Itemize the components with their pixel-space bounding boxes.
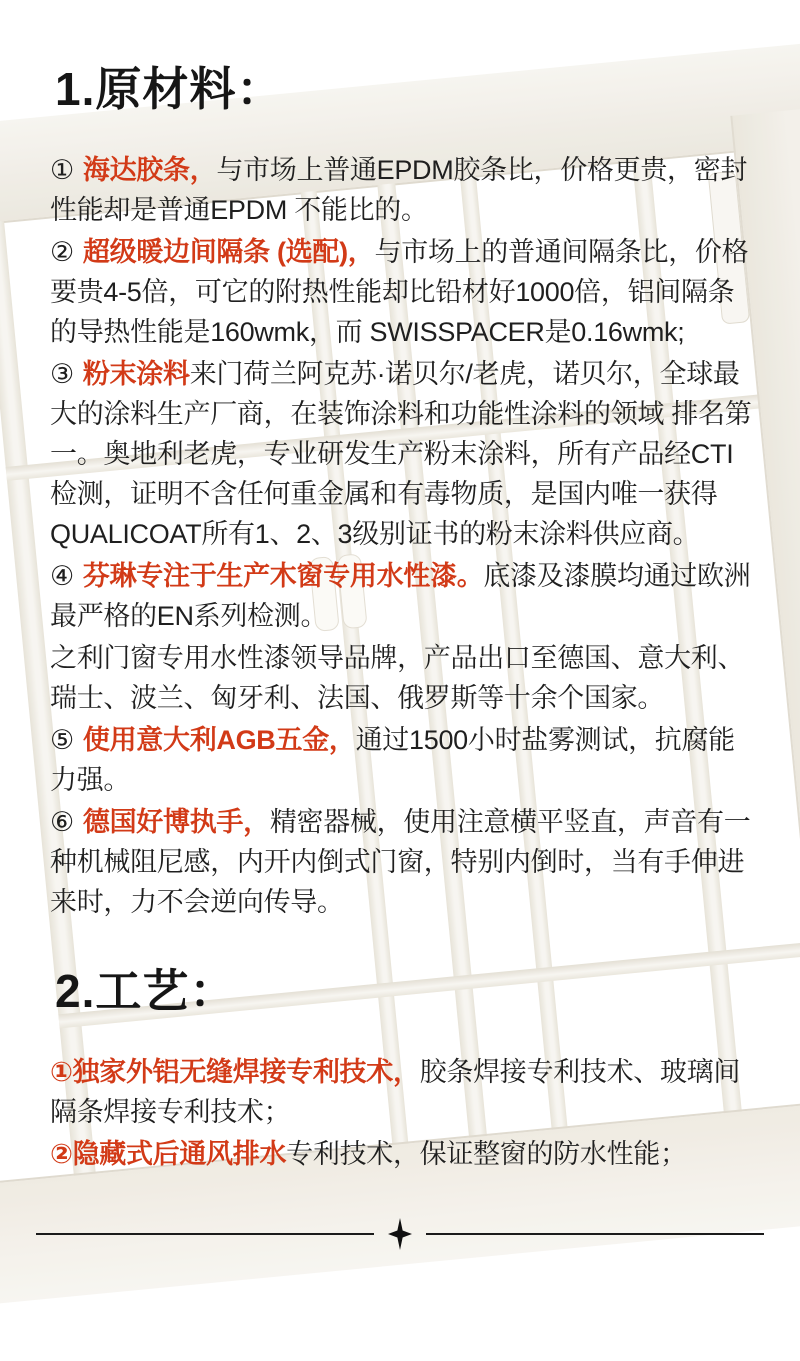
section-1-list xyxy=(50,150,756,922)
item-number: ⑥ xyxy=(50,807,74,837)
divider-line xyxy=(36,1233,374,1235)
item-body: 精密器械，使用注意横平竖直，声音有一种机械阻尼感，内开内倒式门窗，特别内倒时，当有手伸进来时，力不会逆向传导。 xyxy=(50,807,751,917)
four-pointed-diamond-icon xyxy=(388,1218,412,1250)
list-item xyxy=(50,638,756,718)
list-item xyxy=(50,1052,756,1132)
item-number: ④ xyxy=(50,561,74,591)
item-body: 专利技术，保证整窗的防水性能； xyxy=(286,1139,687,1169)
item-number: ① xyxy=(50,155,74,185)
item-body: 通过1500小时盐雾测试，抗腐能力强。 xyxy=(50,725,735,795)
item-lead: 德国好博执手， xyxy=(82,807,270,837)
item-lead: 使用意大利AGB五金， xyxy=(82,725,356,755)
section-1-title: 1.原材料： xyxy=(55,63,284,115)
item-number: ⑤ xyxy=(50,725,74,755)
item-lead: 海达胶条， xyxy=(82,155,217,185)
item-body: 来门荷兰阿克苏·诺贝尔/老虎，诺贝尔，全球最大的涂料生产厂商，在装饰涂料和功能性涂料的领域 排名第一。奥地利老虎，专业研发生产粉末涂料，所有产品经CTI检测，证明不含任何重金属和有毒物质，是国内唯一获得QUALICOAT所有1、2、3级别证书的粉末涂料供应商。 xyxy=(50,359,752,549)
item-number: ① xyxy=(50,1057,73,1087)
list-item xyxy=(50,1134,756,1174)
section-divider xyxy=(36,1218,764,1250)
divider-line xyxy=(426,1233,764,1235)
list-item xyxy=(50,354,756,554)
item-number: ③ xyxy=(50,359,74,389)
list-item xyxy=(50,802,756,922)
item-lead: 隐藏式后通风排水 xyxy=(72,1139,287,1169)
section-2-title: 2.工艺： xyxy=(55,965,237,1017)
list-item xyxy=(50,150,756,230)
item-body: 与市场上的普通间隔条比，价格要贵4-5倍，可它的附热性能却比铅材好1000倍，铝间隔条的导热性能是160wmk，而 SWISSPACER是0.16wmk; xyxy=(50,237,749,347)
list-item xyxy=(50,720,756,800)
item-lead: 独家外铝无缝焊接专利技术， xyxy=(72,1057,420,1087)
item-lead: 超级暖边间隔条 (选配)， xyxy=(82,237,375,267)
item-body: 底漆及漆膜均通过欧洲最严格的EN系列检测。 xyxy=(50,561,751,631)
item-number: ② xyxy=(50,237,74,267)
item-body: 与市场上普通EPDM胶条比，价格更贵，密封性能却是普通EPDM 不能比的。 xyxy=(50,155,748,225)
list-item xyxy=(50,556,756,636)
item-body: 之利门窗专用水性漆领导品牌，产品出口至德国、意大利、瑞士、波兰、匈牙利、法国、俄罗斯等十余个国家。 xyxy=(50,643,745,713)
item-body: 胶条焊接专利技术、玻璃间隔条焊接专利技术； xyxy=(50,1057,741,1127)
item-number: ② xyxy=(50,1139,73,1169)
section-2-list xyxy=(50,1052,756,1174)
item-lead: 粉末涂料 xyxy=(82,359,190,389)
item-lead: 芬琳专注于生产木窗专用水性漆。 xyxy=(82,561,484,591)
list-item xyxy=(50,232,756,352)
